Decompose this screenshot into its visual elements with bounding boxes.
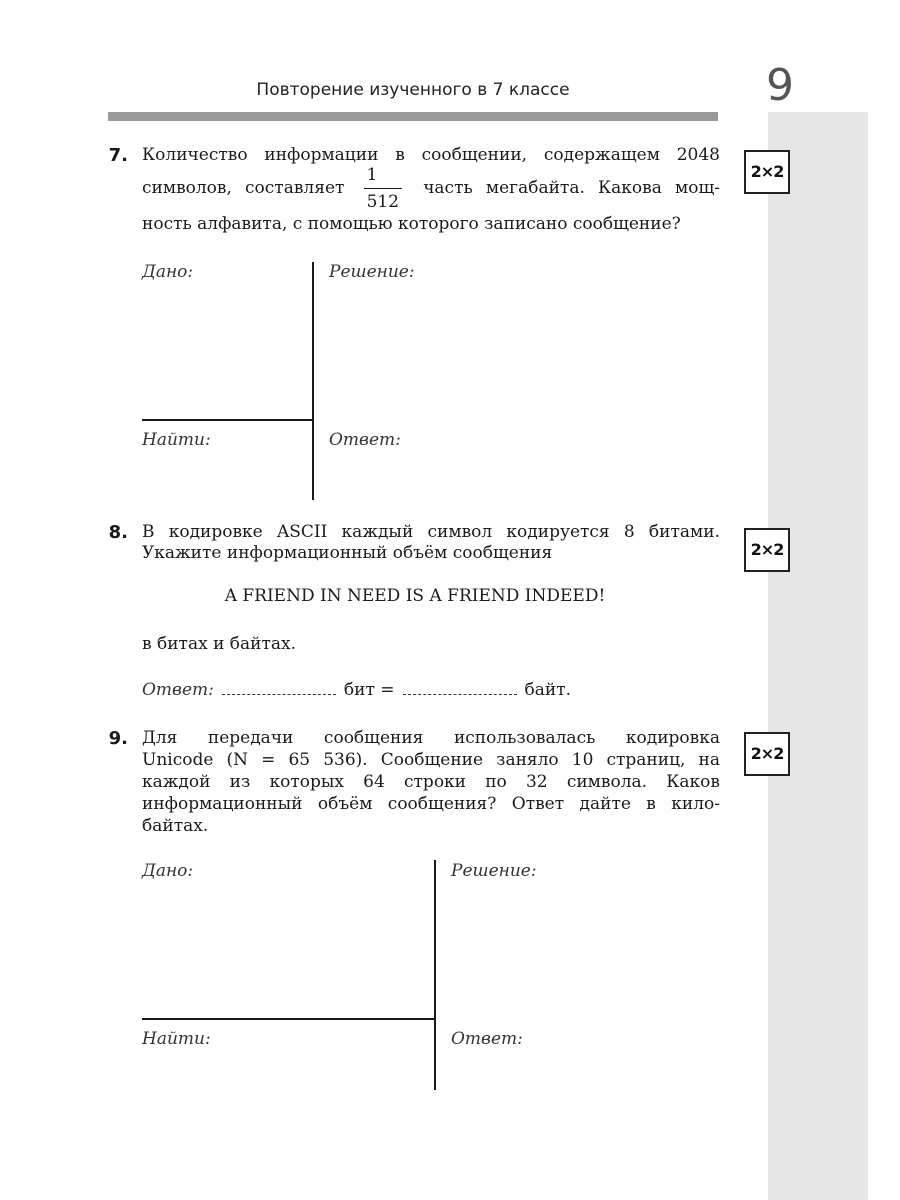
difficulty-badge: 2×2 (744, 150, 790, 194)
task-7-find-label: Найти: (142, 430, 211, 450)
task-9-line-1: Для передачи сообщения использовалась кодировка (142, 728, 720, 748)
answer-bits-blank[interactable] (222, 682, 336, 695)
task-9-given-label: Дано: (142, 861, 194, 881)
page-number: 9 (766, 60, 794, 111)
task-9-grid-vertical-line (434, 860, 436, 1090)
task-9-number: 9. (108, 728, 128, 749)
difficulty-badge: 2×2 (744, 732, 790, 776)
page-header-title: Повторение изученного в 7 классе (256, 80, 570, 100)
task-9-line-4: информационный объём сообщения? Ответ дайте в кило- (142, 794, 720, 814)
task-9-line-3: каждой из которых 64 строки по 32 символа. Каков (142, 772, 720, 792)
task-9-line-5: байтах. (142, 816, 209, 836)
task-9-answer-label: Ответ: (451, 1029, 523, 1049)
task-7-grid-vertical-line (312, 262, 314, 500)
task-9-find-label: Найти: (142, 1029, 211, 1049)
task-7-answer-label: Ответ: (329, 430, 401, 450)
task-7-grid-horizontal-line (142, 419, 313, 421)
answer-bytes-blank[interactable] (403, 682, 517, 695)
task-7-line-3: ность алфавита, с помощью которого записано сообщение? (142, 214, 681, 234)
task-7-line-1: Количество информации в сообщении, содержащем 2048 (142, 145, 720, 165)
bits-unit: бит = (343, 680, 395, 700)
task-8-number: 8. (108, 522, 128, 543)
bytes-unit: байт. (524, 680, 572, 700)
task-8-line-1: В кодировке ASCII каждый символ кодируется 8 битами. (142, 522, 720, 542)
task-7-line-2-end: часть мегабайта. Какова мощ- (423, 178, 721, 198)
task-9-grid-horizontal-line (142, 1018, 435, 1020)
task-9-line-2: Unicode (N = 65 536). Сообщение заняло 10 страниц, на (142, 750, 720, 770)
fraction-one-512 (364, 164, 402, 213)
difficulty-badge: 2×2 (744, 528, 790, 572)
task-9-solution-label: Решение: (451, 861, 537, 881)
task-8-message: A FRIEND IN NEED IS A FRIEND INDEED! (224, 586, 606, 606)
header-rule (108, 112, 718, 121)
task-7-line-2 (142, 164, 720, 213)
fraction-denominator: 512 (366, 192, 400, 212)
task-8-answer-label: Ответ: (142, 680, 214, 700)
task-8-answer-row (142, 680, 571, 700)
task-8-line-2: Укажите информационный объём сообщения (142, 543, 553, 563)
side-margin-strip (768, 112, 868, 1200)
task-7-given-label: Дано: (142, 262, 194, 282)
fraction-numerator: 1 (364, 164, 402, 189)
task-7-solution-label: Решение: (329, 262, 415, 282)
task-7-line-2-start: символов, составляет (142, 178, 345, 198)
task-7-number: 7. (108, 145, 128, 166)
task-8-line-3: в битах и байтах. (142, 634, 297, 654)
